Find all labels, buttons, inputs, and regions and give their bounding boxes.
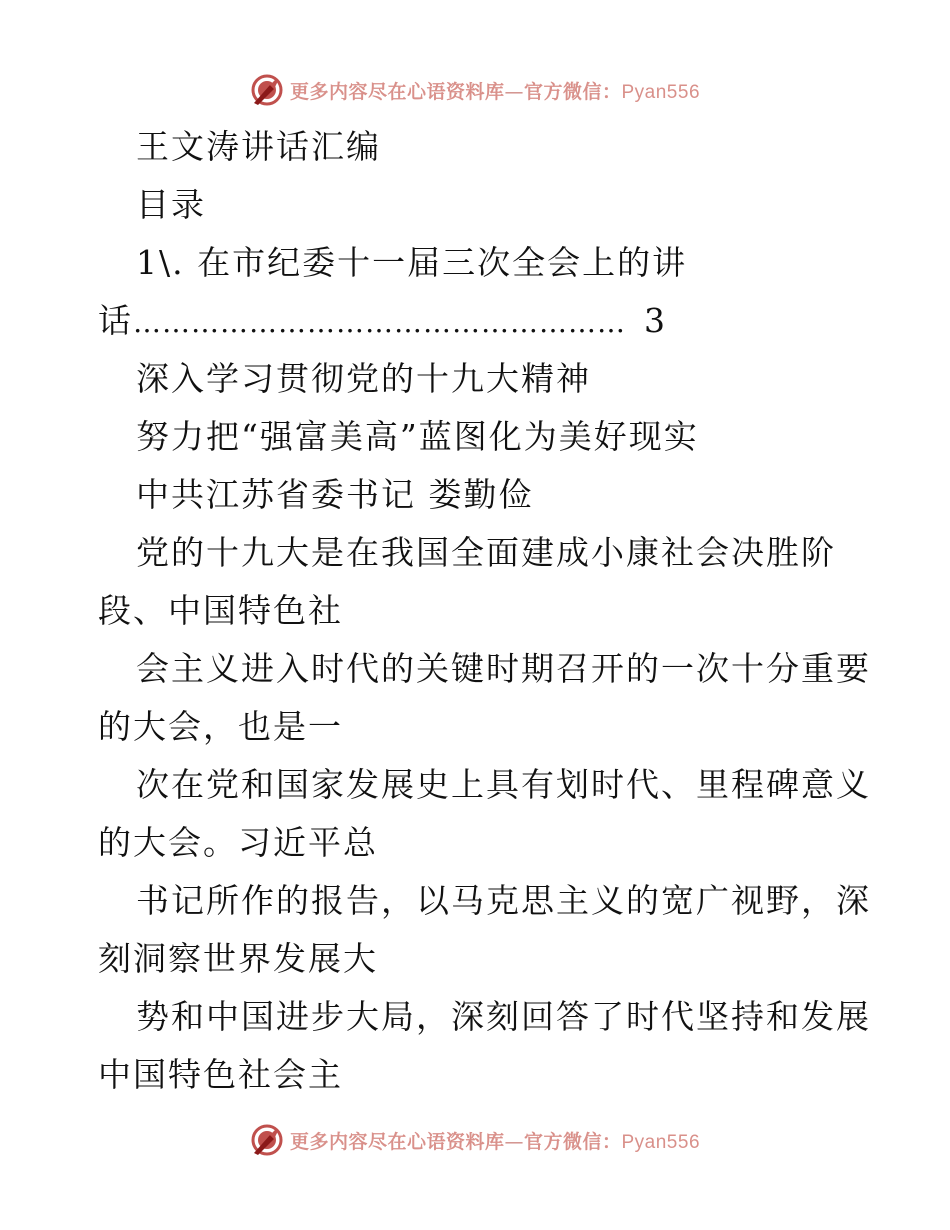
watermark-banner-top [0,70,950,110]
toc-entry-line2 [98,292,858,350]
text-line: 的大会，也是一 [98,707,343,746]
document-body [98,118,871,1104]
watermark-banner-bottom [0,1120,950,1160]
toc-entry-line1 [98,234,858,292]
toc-entry-title-cont: 话 [98,301,133,340]
text-line: 势和中国进步大局，深刻回答了时代坚持和发展 [136,997,871,1036]
pen-seal-icon [250,1123,284,1157]
watermark-text: 更多内容尽在心语资料库—官方微信：Pyan556 [289,80,701,103]
text-line: 深入学习贯彻党的十九大精神 [136,359,591,398]
text-line: 中国特色社会主 [98,1055,343,1094]
watermark-text: 更多内容尽在心语资料库—官方微信：Pyan556 [289,1130,701,1153]
text-line: 刻洞察世界发展大 [98,939,378,978]
text-line: 书记所作的报告，以马克思主义的宽广视野，深 [136,881,871,920]
text-line: 次在党和国家发展史上具有划时代、里程碑意义 [136,765,871,804]
toc-heading: 目录 [136,185,206,224]
pen-seal-icon [250,73,284,107]
text-line: 段、中国特色社 [98,591,343,630]
text-line: 中共江苏省委书记 娄勤俭 [136,475,534,514]
toc-entry-number: 1\. [136,243,185,282]
toc-page-number: 3 [644,301,667,340]
toc-leader-dots: …………………………………………… [133,306,626,339]
toc-entry-title: 在市纪委十一届三次全会上的讲 [197,243,688,282]
text-line: 会主义进入时代的关键时期召开的一次十分重要 [136,649,871,688]
document-title: 王文涛讲话汇编 [136,127,381,166]
text-line: 党的十九大是在我国全面建成小康社会决胜阶 [136,533,836,572]
text-line: 的大会。习近平总 [98,823,378,862]
text-line: 努力把“强富美高”蓝图化为美好现实 [136,417,699,456]
